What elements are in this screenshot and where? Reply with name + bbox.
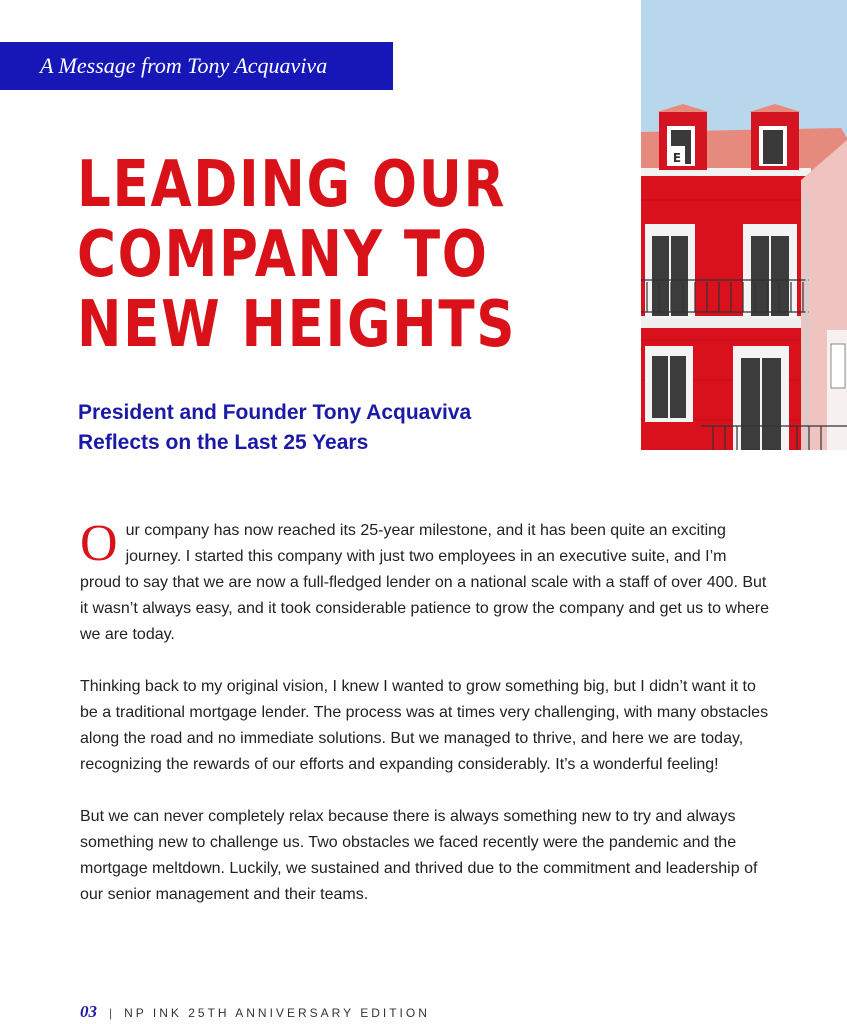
subtitle-line-1: President and Founder Tony Acquaviva — [78, 401, 472, 424]
page-title — [77, 150, 516, 360]
paragraph: But we can never completely relax because there is always something new to try and always something new to challenge us. Two obstacles we faced recently were the pandemic and the mortgage meltdown. Luckily, we sustained and thrived due to the commitment and leadership of our senior management and their teams. — [80, 808, 758, 903]
edition-label: NP INK 25TH ANNIVERSARY EDITION — [124, 1006, 430, 1020]
article-body — [80, 515, 770, 934]
drop-cap: O — [80, 515, 118, 572]
page-number: 03 — [80, 1002, 97, 1021]
building-photo — [641, 0, 847, 450]
paragraph-1-text: ur company has now reached its 25-year milestone, and it has been quite an exciting journey. I started this company with just two employees in an executive suite, and I’m proud to say that we are now a full-fledged lender on a national scale with a staff of over 400. But it wasn’t always easy, and it took considerable patience to grow the company and get us to where we are today. — [80, 522, 769, 643]
subtitle — [78, 398, 598, 458]
paragraph: Thinking back to my original vision, I knew I wanted to grow something big, but I didn’t want it to be a traditional mortgage lender. The process was at times very challenging, with many obstacles along the road and no immediate solutions. But we managed to thrive, and here we are today, recognizing the rewards of our efforts and expanding considerably. It’s a wonderful feeling! — [80, 678, 769, 773]
sign-letter: E — [672, 151, 682, 165]
subtitle-line-2: Reflects on the Last 25 Years — [78, 431, 369, 454]
footer-separator: | — [109, 1006, 113, 1020]
title-line-1: LEADING OUR — [77, 148, 507, 222]
paragraph — [80, 515, 770, 648]
page-footer — [80, 1002, 430, 1024]
section-banner: A Message from Tony Acquaviva — [0, 42, 393, 90]
title-line-3: NEW HEIGHTS — [77, 288, 517, 362]
title-line-2: COMPANY TO — [77, 218, 489, 292]
